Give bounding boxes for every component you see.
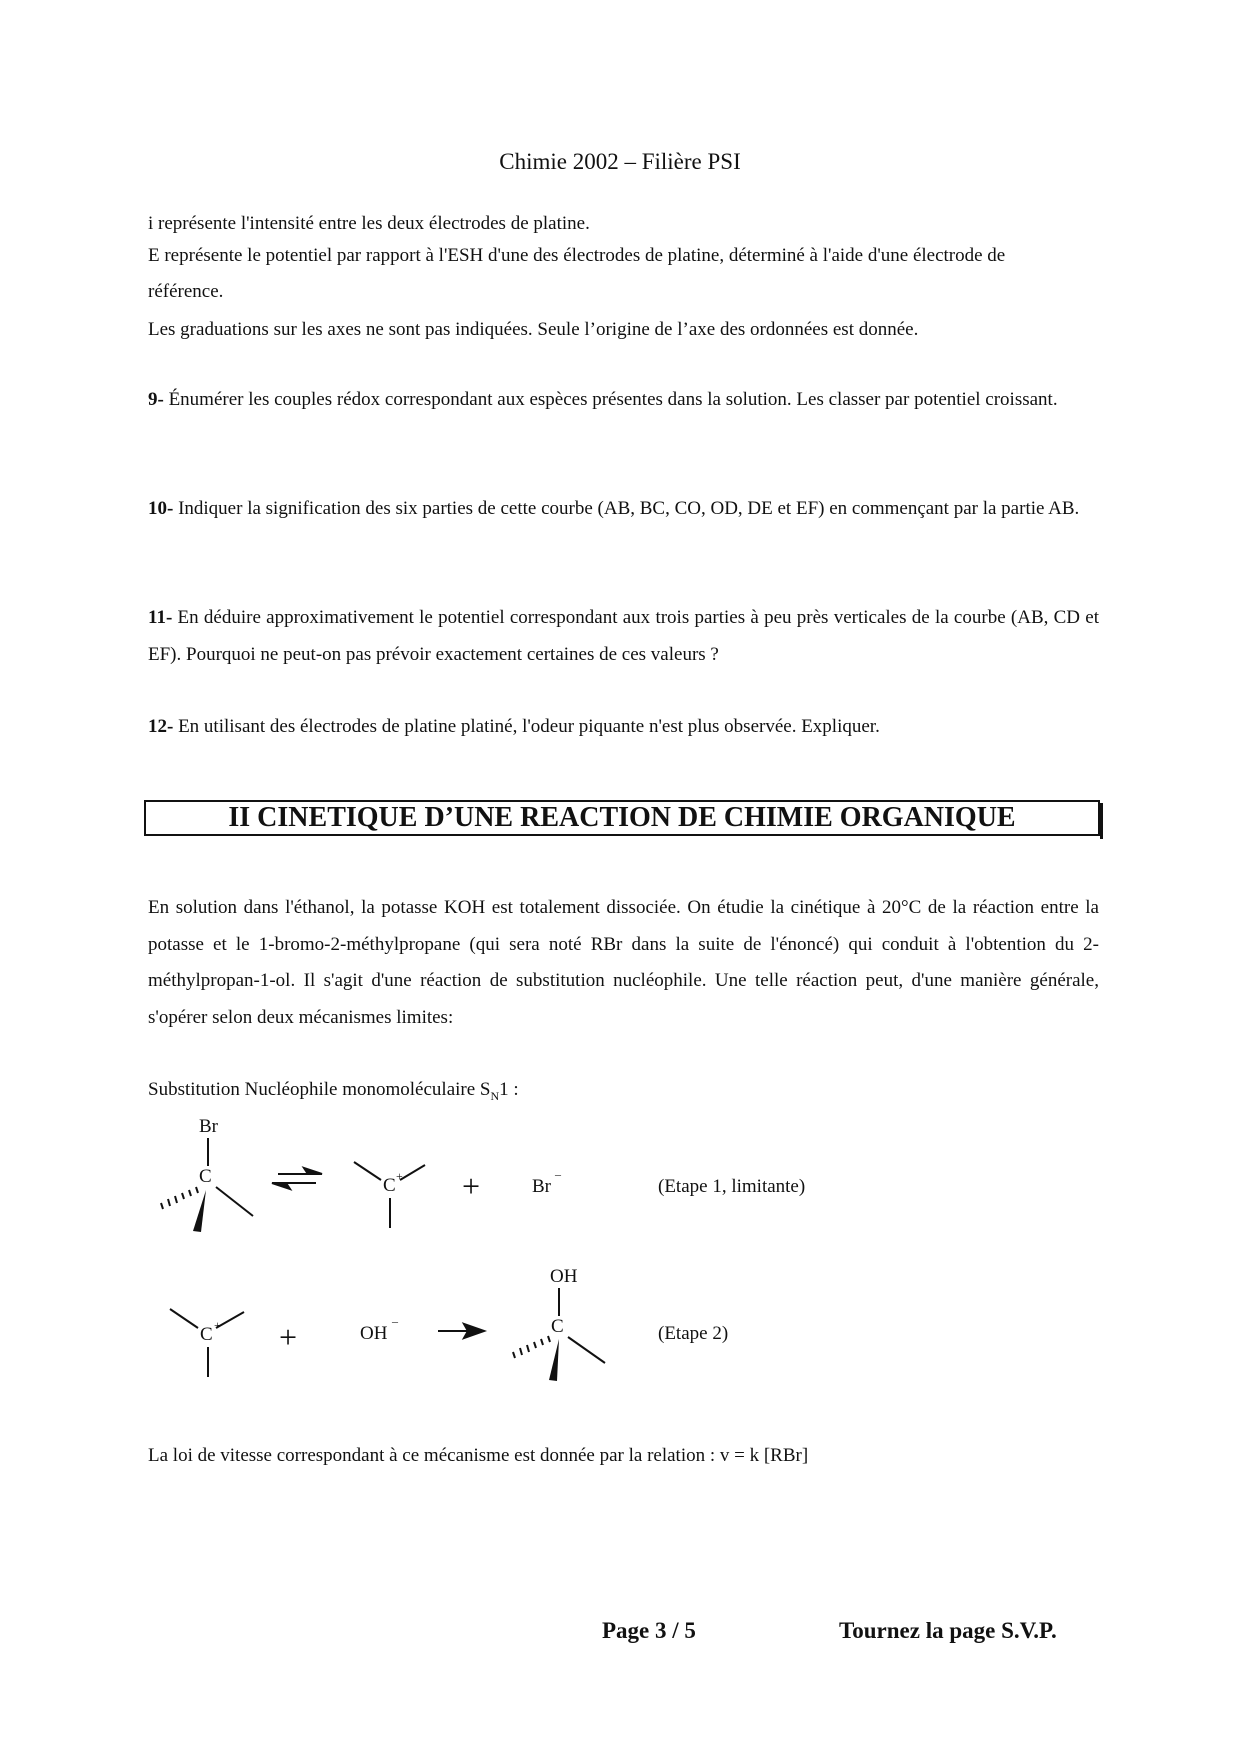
page-number: Page 3 / 5	[602, 1618, 696, 1643]
question-number: 11-	[148, 607, 173, 628]
hydroxide-label: OH	[360, 1323, 388, 1344]
substrate-wedge-bond	[193, 1190, 206, 1232]
substrate-bonds	[208, 1138, 253, 1216]
carbocation-2-c-label: C	[200, 1324, 213, 1345]
product-c-label: C	[551, 1316, 564, 1337]
question-text: En utilisant des électrodes de platine platiné, l'odeur piquante n'est plus observée. Expliquer.	[173, 716, 880, 737]
intro-line-reference: référence.	[148, 281, 224, 302]
bromide-label: Br	[532, 1176, 551, 1197]
substrate-br-label: Br	[199, 1116, 218, 1137]
product-oh-label: OH	[550, 1266, 578, 1287]
reaction-arrow	[438, 1324, 484, 1338]
question-number: 12-	[148, 716, 174, 737]
sn1-label-text: Substitution Nucléophile monomoléculaire S	[148, 1079, 491, 1100]
question-text: Indiquer la signification des six parties de cette courbe (AB, BC, CO, OD, DE et EF) en commençant par la partie AB.	[173, 498, 1080, 519]
step1-caption: (Etape 1, limitante)	[658, 1176, 806, 1197]
plus-sign-step1: +	[462, 1168, 481, 1204]
question-number: 10-	[148, 498, 174, 519]
carbocation-1-c-label: C	[383, 1175, 396, 1196]
question-text: En déduire approximativement le potentiel correspondant aux trois parties à peu près verticales de la courbe (AB, CD et EF). Pourquoi ne peut-on pas prévoir exactement certaines de ces valeurs ?	[148, 607, 1099, 665]
equilibrium-arrow	[272, 1168, 322, 1189]
product-hash-bond	[513, 1336, 550, 1358]
substrate-c-label: C	[199, 1166, 212, 1187]
rate-law-line	[148, 1442, 1098, 1470]
section-intro-paragraph: En solution dans l'éthanol, la potasse KOH est totalement dissociée. On étudie la cinétique à 20°C de la réaction entre la potasse et le 1-bromo-2-méthylpropane (qui sera noté RBr dans la suite de l'énoncé) qui conduit à l'obtention du 2-méthylpropan-1-ol. Il s'agit d'une réaction de substitution nucléophile. Une telle réaction peut, d'une manière générale, s'opérer selon deux mécanismes limites:	[148, 897, 1099, 1028]
product-bonds	[559, 1288, 605, 1363]
hydroxide-charge: –	[392, 1314, 398, 1328]
sn1-label-suffix: 1 :	[499, 1079, 519, 1100]
section-heading: II CINETIQUE D’UNE REACTION DE CHIMIE ORGANIQUE	[144, 800, 1100, 836]
question-text: Énumérer les couples rédox correspondant aux espèces présentes dans la solution. Les classer par potentiel croissant.	[163, 389, 1058, 410]
step2-caption: (Etape 2)	[658, 1323, 729, 1344]
rate-law-equation: v = k [RBr]	[719, 1445, 809, 1466]
intro-line-graduations: Les graduations sur les axes ne sont pas indiquées. Seule l’origine de l’axe des ordonnées est donnée.	[148, 319, 919, 340]
substrate-hash-bond	[161, 1187, 198, 1209]
intro-line-current: i représente l'intensité entre les deux électrodes de platine.	[148, 213, 590, 234]
bromide-charge: –	[555, 1167, 561, 1181]
carbocation-1-charge: +	[396, 1169, 403, 1183]
question-number: 9-	[148, 389, 164, 410]
page-header-title: Chimie 2002 – Filière PSI	[499, 149, 741, 174]
turn-page-note: Tournez la page S.V.P.	[839, 1618, 1057, 1643]
plus-sign-step2: +	[279, 1319, 298, 1355]
product-wedge-bond	[549, 1339, 559, 1381]
intro-line-potential: E représente le potentiel par rapport à l'ESH d'une des électrodes de platine, déterminé à l'aide d'une électrode de	[148, 245, 1006, 266]
carbocation-2-charge: +	[214, 1318, 221, 1332]
rate-law-text: La loi de vitesse correspondant à ce mécanisme est donnée par la relation :	[148, 1445, 720, 1466]
sn1-subscript: N	[490, 1088, 500, 1103]
